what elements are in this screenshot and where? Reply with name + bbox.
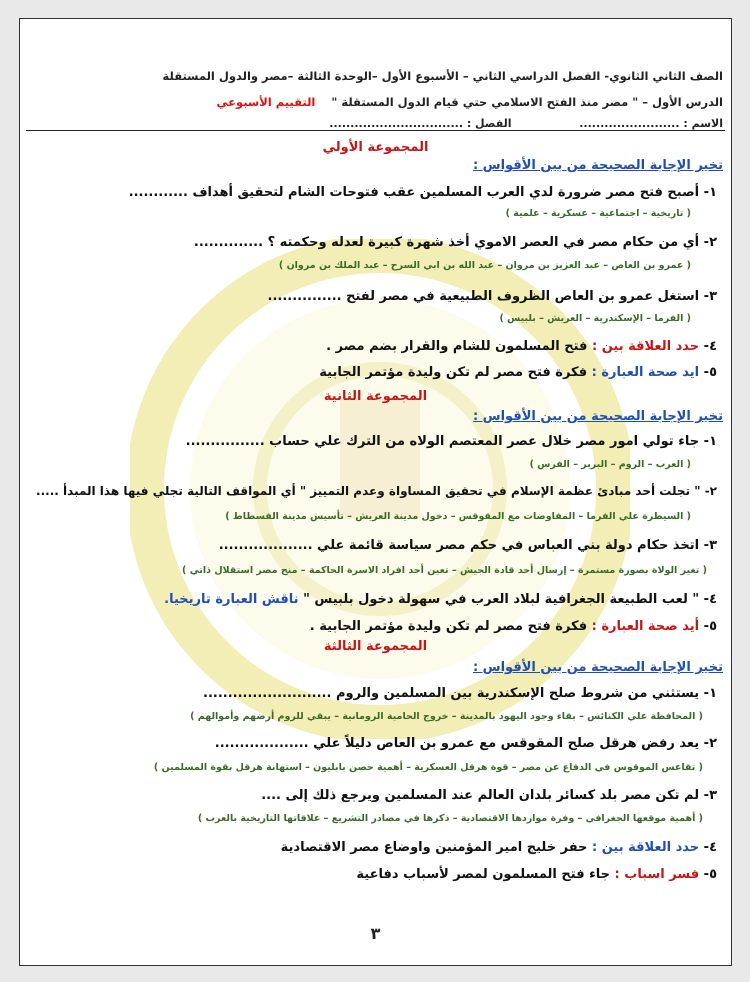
question-number: ٤- xyxy=(703,840,717,855)
question-number: ١- xyxy=(703,434,717,449)
header-divider xyxy=(26,130,725,131)
group-2-question-2 xyxy=(20,484,731,498)
question-label: حدد العلاقة بين : xyxy=(591,840,700,855)
question-text: جاء فتح المسلمون لمصر لأسباب دفاعية xyxy=(356,867,611,882)
group-3-question-4 xyxy=(20,840,731,855)
group-3-title: المجموعة الثالثة xyxy=(323,639,428,654)
worksheet-page xyxy=(19,18,732,966)
question-task: ناقش العبارة تاريخيا. xyxy=(164,592,299,607)
header-line-2 xyxy=(20,95,731,109)
student-info-row xyxy=(20,117,731,130)
question-text: فتح المسلمون للشام والقرار بضم مصر . xyxy=(326,339,588,354)
group-1-question-4 xyxy=(20,339,731,354)
question-number: ١- xyxy=(703,185,717,200)
header-line-1: الصف الثاني الثانوي- الفصل الدراسي الثاني – الأسبوع الأول –الوحدة الثالثة –مصر والدول المستقلة xyxy=(162,69,723,83)
question-number: ٢- xyxy=(703,235,717,250)
weekly-evaluation-label: التقييم الأسبوعي xyxy=(216,95,316,109)
question-label: فسر اسباب : xyxy=(614,867,700,882)
question-label: أيد صحة العبارة : xyxy=(591,619,700,634)
group-3-question-2 xyxy=(20,736,731,751)
question-number: ٣- xyxy=(703,538,717,553)
name-field: الاسم : ........................ xyxy=(579,117,723,130)
question-text: حفر خليج امير المؤمنين واوضاع مصر الاقتصادية xyxy=(280,840,588,855)
question-text: فكرة فتح مصر لم تكن وليدة مؤتمر الجابية xyxy=(319,365,588,380)
group-1-question-1-options: ( تاريخية – اجتماعية – عسكرية – علمية ) xyxy=(505,208,691,219)
question-label: حدد العلاقة بين : xyxy=(591,339,700,354)
group-3-instruction: تخير الإجابة الصحيحة من بين الأقواس : xyxy=(472,660,723,675)
question-number: ٣- xyxy=(703,788,717,803)
question-number: ٥- xyxy=(703,619,717,634)
page-number: ٣ xyxy=(370,924,381,943)
question-number: ٤- xyxy=(703,592,717,607)
lesson-title: الدرس الأول – " مصر منذ الفتح الاسلامي حتي قيام الدول المستقلة " xyxy=(331,95,723,109)
group-3-question-3-options: ( أهمية موقعها الجغرافي – وفرة مواردها الاقتصادية – ذكرها في مصادر التشريع – علاقاتها التاريخية بالعرب ) xyxy=(197,813,703,824)
question-number: ٣- xyxy=(703,289,717,304)
group-2-question-1-options: ( العرب – الروم – البربر – الفرس ) xyxy=(529,459,691,470)
group-1-instruction: تخير الإجابة الصحيحة من بين الأقواس : xyxy=(472,158,723,173)
group-2-question-4 xyxy=(20,592,731,607)
group-1-question-2 xyxy=(20,235,731,250)
question-text: أصبح فتح مصر ضرورة لدي العرب المسلمين عقب فتوحات الشام لتحقيق أهداف ............ xyxy=(128,185,700,200)
question-text: لم تكن مصر بلد كسائر بلدان العالم عند المسلمين ويرجع ذلك إلى .... xyxy=(261,788,700,803)
group-1-question-5 xyxy=(20,365,731,380)
group-2-question-2-options: ( السيطرة علي الفرما – المفاوضات مع المقوقس – دخول مدينة العريش – تأسيس مدينة الفسطاط ) xyxy=(225,511,691,522)
question-number: ١- xyxy=(703,686,717,701)
group-1-title: المجموعة الأولي xyxy=(322,140,429,155)
question-text: يستثني من شروط صلح الإسكندرية بين المسلمين والروم .......................... xyxy=(203,686,700,701)
question-text: " لعب الطبيعة الجغرافية لبلاد العرب في سهولة دخول بلبيس " xyxy=(303,592,700,607)
question-text: جاء تولي امور مصر خلال عصر المعتصم الولاه من الترك علي حساب ................ xyxy=(185,434,700,449)
question-text: يعد رفض هرقل صلح المقوقس مع عمرو بن العاص دليلاً علي ................... xyxy=(214,736,700,751)
group-3-question-3 xyxy=(20,788,731,803)
question-text: " تجلت أحد مبادئ عظمة الإسلام في تحقيق المساواة وعدم التمييز " أي المواقف التالية تجلي فيها هذا المبدأ ..... xyxy=(36,484,701,498)
question-number: ٤- xyxy=(703,339,717,354)
question-number: ٢- xyxy=(704,484,717,498)
question-number: ٥- xyxy=(703,365,717,380)
group-3-question-2-options: ( تقاعس الموقوس في الدفاع عن مصر – قوة هرقل العسكرية – أهمية حصن بابليون – استهانة هرقل بقوة المسلمين ) xyxy=(153,762,703,773)
question-text: اتخذ حكام دولة بني العباس في حكم مصر سياسة قائمة علي ................... xyxy=(218,538,700,553)
question-text: أي من حكام مصر في العصر الاموي أخذ شهرة كبيرة لعدله وحكمته ؟ .............. xyxy=(193,235,700,250)
question-text: فكرة فتح مصر لم تكن وليدة مؤتمر الجابية . xyxy=(309,619,588,634)
group-2-question-3 xyxy=(20,538,731,553)
group-2-instruction: تخير الإجابة الصحيحة من بين الأقواس : xyxy=(472,409,723,424)
group-3-question-1 xyxy=(20,686,731,701)
group-2-question-1 xyxy=(20,434,731,449)
group-1-question-2-options: ( عمرو بن العاص – عبد العزيز بن مروان – عبد الله بن ابي السرح – عبد الملك بن مروان ) xyxy=(278,260,691,271)
question-number: ٢- xyxy=(703,736,717,751)
class-field: الفصل : ................................ xyxy=(329,117,512,130)
group-2-title: المجموعة الثانية xyxy=(323,389,428,404)
question-text: استغل عمرو بن العاص الظروف الطبيعية في مصر لفتح ............... xyxy=(267,289,700,304)
group-1-question-1 xyxy=(20,185,731,200)
group-1-question-3 xyxy=(20,289,731,304)
question-number: ٥- xyxy=(703,867,717,882)
question-label: ايد صحة العبارة : xyxy=(591,365,700,380)
group-2-question-3-options: ( تغير الولاة بصورة مستمرة – إرسال أحد قادة الجيش – تعين أحد افراد الاسرة الحاكمة – منح مصر استقلال ذاتي ) xyxy=(182,565,707,576)
group-1-question-3-options: ( الفرما – الإسكندرية – العريش – بلبيس ) xyxy=(499,313,691,324)
group-2-question-5 xyxy=(20,619,731,634)
group-3-question-1-options: ( المحافظة علي الكنائس – بقاء وجود اليهود بالمدينة – خروج الحامية الرومانية – يبقي للروم أرضهم وأموالهم ) xyxy=(190,711,703,722)
group-3-question-5 xyxy=(20,867,731,882)
